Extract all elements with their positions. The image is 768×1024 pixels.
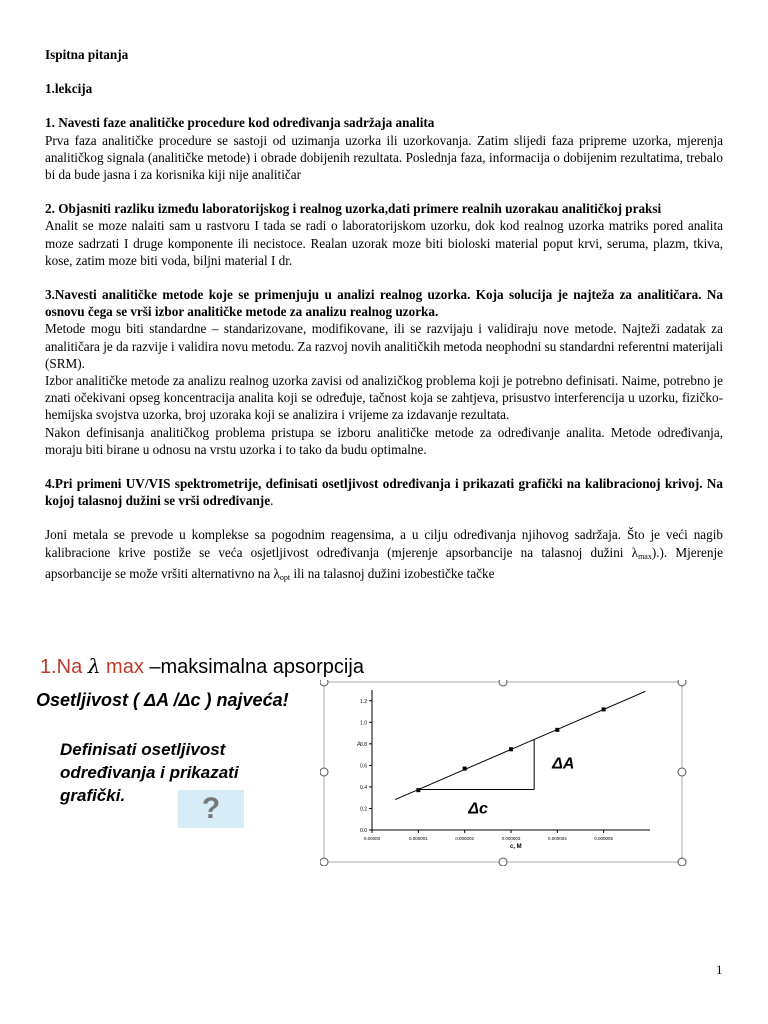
y-tick-label: 1.2 [360, 698, 367, 705]
sensitivity-text: Osetljivost ( ΔA /Δc ) najveća! [36, 690, 289, 710]
q4-answer-c: ili na talasnoj dužini izobestičke tačke [290, 565, 495, 581]
q4-sub-max: max [638, 551, 652, 561]
page-number: 1 [716, 962, 723, 977]
data-point [463, 767, 467, 771]
x-tick-label: 0.000001 [408, 836, 428, 841]
define-text: Definisati osetljivost određivanja i prikazati grafički. [60, 740, 239, 805]
chart-frame [324, 682, 682, 862]
lesson-heading: 1.lekcija [45, 81, 93, 97]
q1-answer: Prva faza analitičke procedure se sastoji od uzimanja uzorka ili uzorkovanja. Zatim slijedi faza pripreme uzorka, mjerenja analitičkog signala (analitičke metode) i obrade dobijenih rezultata. Poslednja faza, informacija o dobijenim rezultatima, trebalo bi da bude jasna i za korisnika kiji nije analitičar [45, 132, 723, 183]
data-point [555, 728, 559, 732]
handle-tl [320, 680, 328, 686]
q1-question: 1. Navesti faze analitičke procedure kod određivanja sadržaja analita [45, 115, 435, 131]
handle-bc [499, 858, 507, 866]
lambda-symbol: λ [87, 654, 101, 678]
q3-answer-3: Nakon definisanja analitičkog problema pristupa se izboru analitičke metode za određivanje analita. Metode određivanja, moraju biti birane u odnosu na vrstu uzorka i to tako da budu optimalne. [45, 424, 723, 457]
x-tick-label: 0.000003 [501, 836, 521, 841]
q3-question: 3.Navesti analitičke metode koje se primenjuju u analizi realnog uzorka. Koja solucija je najteža za analitičara. Na osnovu čega se vrši izbor analitičke metode za analizu realnog uzorka. [45, 287, 723, 320]
y-tick-label: 1.0 [360, 720, 367, 727]
data-point [602, 707, 606, 711]
x-tick-label: 0.00000 [363, 836, 381, 841]
handle-br [678, 858, 686, 866]
handle-mr [678, 768, 686, 776]
y-tick-label: 0.0 [360, 828, 367, 834]
handle-bl [320, 858, 328, 866]
x-tick-label: 0.000005 [594, 836, 614, 841]
handle-tr [678, 680, 686, 686]
figure-heading-max: max [100, 656, 144, 678]
handle-tc [499, 680, 507, 686]
q4-sub-opt: opt [279, 572, 291, 582]
q3-answer-2: Izbor analitičke metode za analizu realnog uzorka zavisi od analizičkog problema koji je potrebno definisati. Naime, potrebno je znati očekivani opseg koncentracija analita koji se određuje, tačnost koja se zahtjeva, prisustvo interferencija u uzorku, fizičko-hemijska svojstva uzorka, broj uzoraka koji se analizira i vrijeme za izdavanje rezultata. [45, 373, 723, 423]
x-ticks [364, 830, 614, 841]
q4-question-line [45, 475, 723, 509]
data-point [416, 788, 420, 792]
x-axis-label: c, M [510, 844, 522, 850]
document-body [45, 46, 723, 586]
delta-a-annotation: ΔA [552, 755, 575, 773]
q4-answer-b: ).). Mjerenje apsorbancije se može vršiti alternativno na λ [45, 544, 724, 581]
handle-ml [320, 768, 328, 776]
y-tick-label: 0.8 [360, 741, 367, 748]
y-tick-label: 0.4 [360, 784, 367, 791]
q4-question: 4.Pri primeni UV/VIS spektrometrije, definisati osetljivost određivanja i prikazati grafički na kalibracionoj krivoj. Na kojoj talasnoj dužini se vrši određivanje [45, 476, 723, 509]
calibration-chart [320, 680, 720, 866]
data-points [416, 707, 605, 792]
y-tick-label: 0.6 [360, 763, 367, 770]
x-tick-label: 0.000002 [455, 836, 475, 841]
y-axis-label: A [357, 742, 362, 748]
fit-line [395, 691, 645, 799]
q4-question-end: . [270, 493, 274, 509]
y-ticks [360, 699, 372, 834]
q3-answer-1: Metode mogu biti standardne – standarizovane, modifikovane, ili se razvijaju i validiraju nove metode. Najteži zadatak za analitičara je da razvije i validira novu metodu. Za razvoj novih analitičkih metoda neophodni su standardni referentni materijali (SRM). [45, 321, 723, 371]
figure-heading-num: 1.Na [40, 656, 88, 678]
q4-answer [45, 526, 723, 586]
question-mark-box: ? [178, 790, 244, 828]
q2-question: 2. Objasniti razliku između laboratorijskog i realnog uzorka,dati primere realnih uzorakau analitičkoj praksi [45, 201, 662, 217]
figure-heading-rest: –maksimalna apsorpcija [143, 656, 364, 678]
doc-title: Ispitna pitanja [45, 47, 129, 62]
data-point [509, 747, 513, 751]
q4-answer-a: Joni metala se prevode u komplekse sa pogodnim reagensima, a u cilju određivanja njihovog sadržaja. Što je veći nagib kalibracione krive postiže se veća osjetljivost određivanja (mjerenje apsorbancije na talasnoj dužini λ [45, 527, 723, 560]
y-tick-label: 0.2 [360, 806, 367, 813]
delta-c-annotation: Δc [468, 800, 488, 818]
q2-answer: Analit se moze nalaiti sam u rastvoru I tada se radi o laboratorijskom uzorku, dok kod realnog uzorka matriks pored analita moze sadrzati I druge komponente ili necistoce. Realan uzorak moze biti bioloski material poput krvi, seruma, plazm, tkiva, kose, zatim moze biti voda, biljni material I dr. [45, 218, 723, 268]
x-tick-label: 0.000004 [547, 836, 567, 841]
figure-heading [40, 654, 364, 679]
calibration-figure [36, 650, 736, 870]
